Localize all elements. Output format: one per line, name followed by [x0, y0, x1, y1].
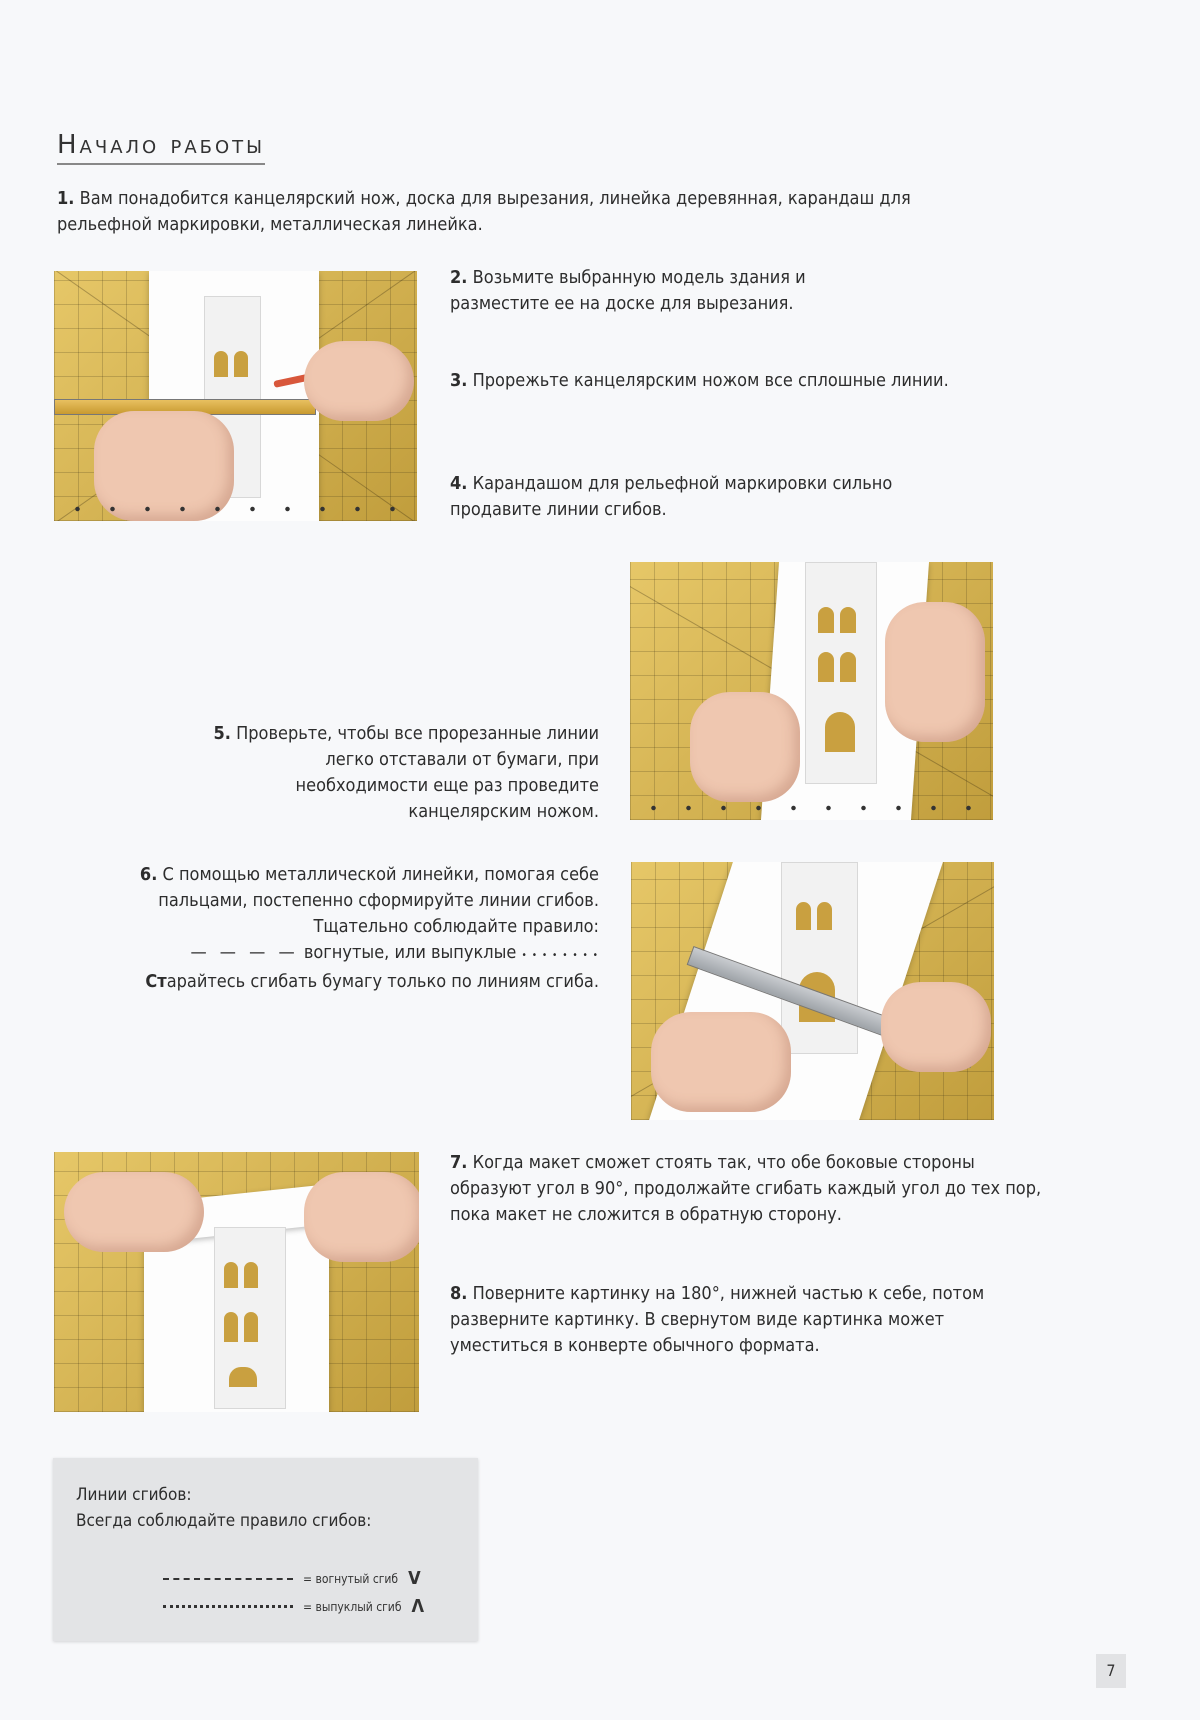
step-4-text: Карандашом для рельефной маркировки сильно продавите линии сгибов.	[450, 473, 893, 520]
step-6-number: 6.	[139, 864, 158, 885]
valley-fold-line	[163, 1578, 293, 1580]
step-1-number: 1.	[57, 188, 75, 209]
step-6-rule	[90, 940, 599, 969]
page-title: Начало работы	[57, 130, 265, 165]
valley-fold-icon: V	[408, 1568, 421, 1589]
step-1-text: Вам понадобится канцелярский нож, доска для вырезания, линейка деревянная, карандаш для рельефной маркировки, металлическая линейка.	[57, 188, 911, 235]
fold-legend-box	[53, 1458, 478, 1641]
step-5-number: 5.	[213, 723, 231, 744]
step-6-last-line: Старайтесь сгибать бумагу только по линиям сгиба.	[145, 971, 599, 992]
legend-heading: Линии сгибов:	[76, 1485, 192, 1505]
step-3-number: 3.	[450, 370, 468, 391]
legend-rule: Всегда соблюдайте правило сгибов:	[76, 1511, 372, 1531]
concave-dash-sample: — — — —	[190, 942, 299, 963]
step-6-rule-text: вогнутые, или выпуклые	[303, 942, 517, 963]
step-4	[450, 471, 970, 523]
step-4-number: 4.	[450, 473, 468, 494]
step-2-text: Возьмите выбранную модель здания и разместите ее на доске для вырезания.	[450, 267, 806, 314]
step-8-text: Поверните картинку на 180°, нижней частью к себе, потом разверните картинку. В свернутом виде картинка может уместиться в конверте обычного формата.	[450, 1283, 985, 1356]
step-8-number: 8.	[450, 1283, 468, 1304]
valley-fold-label: = вогнутый сгиб	[303, 1571, 399, 1586]
photo-marking-lines	[54, 271, 417, 521]
step-7-text: Когда макет сможет стоять так, что обе боковые стороны образуют угол в 90°, продолжайте сгибать каждый угол до тех пор, пока макет не сложится в обратную сторону.	[450, 1152, 1042, 1225]
step-2-number: 2.	[450, 267, 468, 288]
step-3-text: Прорежьте канцелярским ножом все сплошные линии.	[472, 370, 949, 391]
mountain-fold-label: = выпуклый сгиб	[303, 1599, 402, 1614]
photo-checking-cuts	[630, 562, 993, 820]
step-5-text: Проверьте, чтобы все прорезанные линии легко отставали от бумаги, при необходимости еще раз проведите канцелярским ножом.	[236, 723, 599, 822]
step-1	[57, 186, 957, 238]
page-number: 7	[1096, 1654, 1126, 1688]
mountain-fold-line	[163, 1605, 293, 1608]
convex-dot-sample: • • • • • • • •	[521, 950, 599, 961]
step-6-text: С помощью металлической линейки, помогая себе пальцами, постепенно сформируйте линии сгибов. Тщательно соблюдайте правило:	[158, 864, 599, 937]
step-7	[450, 1150, 1060, 1228]
legend-mountain-row	[163, 1596, 424, 1617]
mountain-fold-icon: Λ	[411, 1596, 425, 1617]
step-5	[190, 721, 599, 825]
step-8	[450, 1281, 1010, 1359]
step-7-number: 7.	[450, 1152, 468, 1173]
legend-valley-row	[163, 1568, 421, 1589]
photo-folded-model	[54, 1152, 419, 1412]
photo-folding-ruler	[631, 862, 994, 1120]
step-2	[450, 265, 910, 317]
step-3	[450, 368, 1010, 394]
step-6	[90, 862, 599, 995]
